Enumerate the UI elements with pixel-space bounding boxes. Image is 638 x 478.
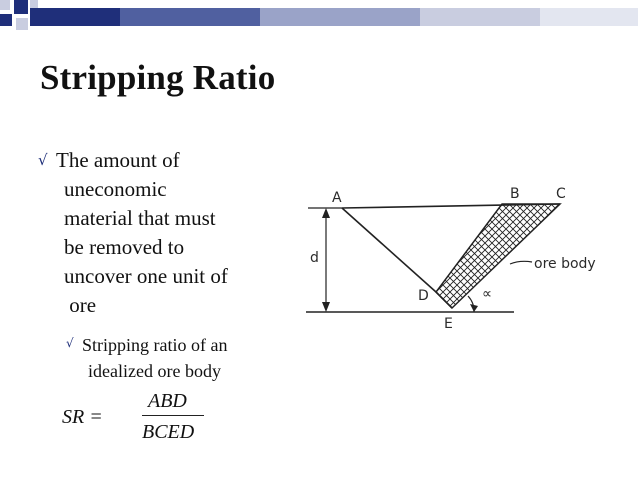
check-bullet-icon: √	[38, 151, 48, 169]
label-alpha: ∝	[482, 286, 493, 302]
ore-body-diagram	[296, 180, 614, 330]
angle-arrow-head	[470, 304, 478, 312]
formula-lhs: SR =	[62, 406, 103, 428]
formula-denominator: BCED	[142, 421, 195, 443]
slide-title: Stripping Ratio	[40, 58, 276, 97]
label-e: E	[444, 316, 453, 330]
sub-bullet-line: Stripping ratio of an	[82, 335, 228, 355]
sub-bullet-line: idealized ore body	[88, 361, 221, 381]
bullet-line: material that must	[64, 206, 216, 230]
sub-bullet	[66, 332, 286, 384]
bullet-line: The amount of	[56, 148, 180, 172]
label-depth: d	[310, 250, 319, 266]
depth-arrow-head-top	[322, 208, 330, 218]
label-b: B	[510, 186, 520, 202]
formula-fraction-bar	[142, 415, 204, 416]
sub-bullet-text	[82, 332, 272, 384]
ore-body-leader	[510, 261, 532, 264]
check-bullet-icon: √	[66, 336, 74, 350]
depth-arrow-head-bottom	[322, 302, 330, 312]
label-d-point: D	[418, 288, 429, 304]
main-bullet-text	[56, 146, 266, 320]
line-ad	[342, 208, 436, 292]
bullet-line: be removed to	[64, 235, 185, 259]
bullet-line: uncover one unit of	[64, 264, 228, 288]
label-ore-body: ore body	[534, 256, 596, 272]
bullet-line: ore	[64, 293, 97, 317]
main-bullet	[38, 146, 278, 320]
formula-numerator: ABD	[148, 390, 187, 412]
bullet-line: uneconomic	[64, 177, 167, 201]
header-decoration-strip	[0, 0, 638, 40]
label-c: C	[556, 186, 566, 202]
label-a: A	[332, 190, 342, 206]
